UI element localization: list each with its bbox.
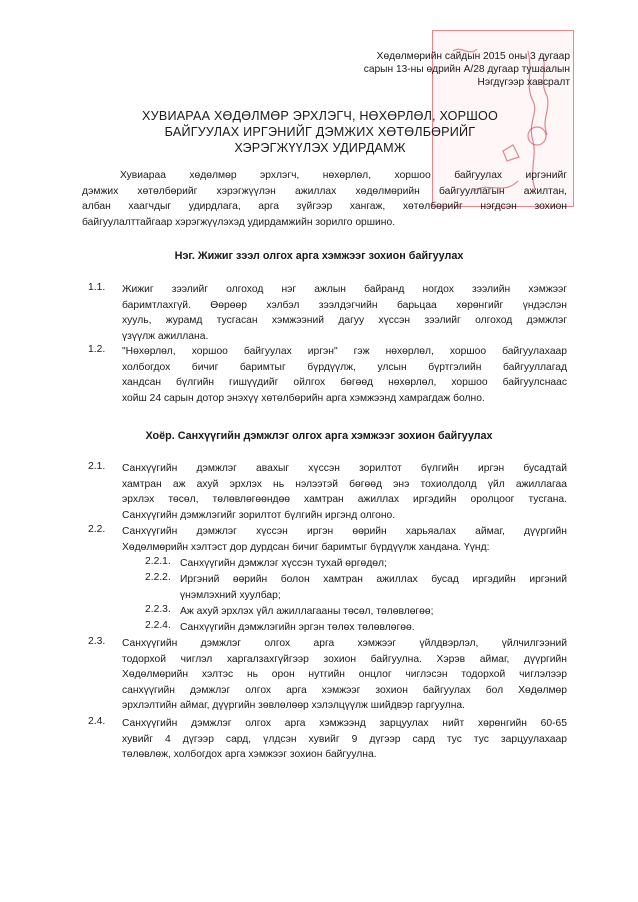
intro-line: байгуулалттайгаар хэрэгжүүлэхэд удирдамжийн зорилго оршино. — [82, 216, 396, 228]
text-line: Санхүүгийн дэмжлэгийг зорилтот бүлгийн иргэнд олгоно. — [122, 509, 396, 521]
text-line: Хөдөлмөрийн хэлтэст дор дурдсан бичиг баримтыг бүрдүүлж хандана. Үүнд: — [122, 541, 490, 553]
text-line: үзүүлж ажиллана. — [122, 330, 209, 342]
item-2-1-text — [122, 461, 567, 523]
item-1-1-text — [122, 282, 567, 344]
text-line: хойш 24 сарын дотор энэхүү хөтөлбөрийн арга хэмжээнд хамрагдаж болно. — [122, 392, 485, 404]
item-number: 2.2. — [88, 524, 106, 535]
intro-line: албан хаагчдыг удирдлага, арга зүйгээр хангаж, хөтөлбөрийг нэгдсэн зохион — [82, 201, 567, 213]
item-1-2-text — [122, 344, 567, 406]
text-line: Иргэний өөрийн болон хамтран ажиллах бусад иргэдийн иргэний — [180, 574, 567, 585]
header-line-3: Нэгдүгээр хавсралт — [477, 77, 570, 88]
subitem-number: 2.2.4. — [145, 620, 171, 631]
header-line-2: сарын 13-ны өдрийн А/28 дугаар тушаалын — [363, 64, 570, 75]
intro-line: Хувиараа хөдөлмөр эрхлэгч, нөхөрлөл, хоршоо байгуулах иргэнийг — [120, 170, 567, 181]
text-line: төлөвлөж, холбогдох арга хэмжээг зохион байгуулна. — [122, 749, 377, 761]
text-line: эрхлэх төсөл, төлөвлөгөөндөө хамтран ажиллах иргэдийн оролцоог тусгана. — [122, 494, 567, 506]
subitem-2-2-1-text: Санхүүгийн дэмжлэг хүссэн тухай өргөдөл; — [180, 558, 387, 569]
subitem-number: 2.2.3. — [145, 604, 171, 615]
item-2-3-text — [122, 636, 567, 714]
header-line-1: Хөдөлмөрийн сайдын 2015 оны 3 дугаар — [376, 51, 570, 62]
title-line-3: ХЭРЭГЖҮҮЛЭХ УДИРДАМЖ — [234, 141, 406, 155]
text-line: Жижиг зээлийг олгоход нэг ажлын байранд ногдох зээлийн хэмжээг — [122, 284, 567, 295]
item-number: 1.1. — [88, 282, 106, 293]
text-line: хандсан бүлгийн гишүүдийг ойлгох бөгөөд нөхөрлөл, хоршоо байгуулснаас — [122, 377, 567, 389]
subitem-2-2-4-text: Санхүүгийн дэмжлэгийн эргэн төлөх төлөвлөгөө. — [180, 622, 415, 633]
text-line: баримтлахгүй. Өөрөөр хэлбэл зээлдэгчийн барьцаа хөрөнгийг үндэслэн — [122, 299, 567, 311]
text-line: Санхүүгийн дэмжлэг олгох арга хэмжээг үйлдвэрлэл, үйлчилгээний — [122, 638, 567, 649]
text-line: Хөдөлмөрийн хэлтэс нь орон нутгийн онцлог чиглэсэн тодорхой чиглэлээр — [122, 669, 567, 681]
text-line: хувийг 4 дүгээр сард, үлдсэн хувийг 9 дүгээр сард тус тус зарцуулахаар — [122, 733, 567, 745]
section-1-heading: Нэг. Жижиг зээл олгох арга хэмжээг зохион байгуулах — [174, 250, 464, 262]
title-line-2: БАЙГУУЛАХ ИРГЭНИЙГ ДЭМЖИХ ХӨТӨЛБӨРИЙГ — [164, 125, 476, 139]
text-line: хууль, журамд тусгасан хэмжээний дагуу хүссэн зээлийг олгоход дэмжлэг — [122, 315, 567, 327]
text-line: Санхүүгийн дэмжлэг авахыг хүссэн зорилтот бүлгийн иргэн бусадтай — [122, 463, 567, 474]
subitem-2-2-2-text — [180, 572, 567, 603]
text-line: эрхлэлтийн аймаг, дүүргийн зөвлөлөөр хэлэлцүүлж шийдвэр гаргуулна. — [122, 700, 465, 712]
subitem-number: 2.2.1. — [145, 556, 171, 567]
item-2-2-text — [122, 524, 567, 555]
text-line: хамтран аж ахуй эрхлэх нь нэлээтэй бөгөөд энэ тохиолдолд үйл ажиллагаа — [122, 478, 567, 490]
text-line: санхүүгийн дэмжлэг олгох арга хэмжээг зохион байгуулах бол Хөдөлмөр — [122, 684, 567, 696]
text-line: Санхүүгийн дэмжлэг олгох арга хэмжээнд зарцуулах нийт хөрөнгийн 60-65 — [122, 718, 567, 729]
text-line: Санхүүгийн дэмжлэг хүссэн иргэн өөрийн харьяалах аймаг, дүүргийн — [122, 526, 567, 537]
intro-paragraph — [82, 168, 567, 230]
subitem-2-2-3-text: Аж ахуй эрхлэх үйл ажиллагааны төсөл, төлөвлөгөө; — [180, 606, 434, 617]
text-line: холбогдох бичиг баримтыг бүрдүүлж, улсын бүртгэлийн байгууллагад — [122, 361, 567, 373]
item-number: 2.4. — [88, 716, 106, 727]
item-number: 2.3. — [88, 636, 106, 647]
intro-line: дэмжих хөтөлбөрийг хэрэгжүүлэн ажиллах хөдөлмөрийн байгууллагын ажилтан, — [82, 185, 567, 197]
title-line-1: ХУВИАРАА ХӨДӨЛМӨР ЭРХЛЭГЧ, НӨХӨРЛӨЛ, ХОРШОО — [142, 109, 498, 123]
text-line: тодорхой чиглэл харгалзахгүйгээр зохион байгуулна. Хэрэв аймаг, дүүргийн — [122, 653, 567, 665]
item-2-4-text — [122, 716, 567, 763]
text-line: "Нөхөрлөл, хоршоо байгуулах иргэн" гэж нөхөрлөл, хоршоо байгуулахаар — [122, 346, 567, 357]
item-number: 2.1. — [88, 461, 106, 472]
text-line: үнэмлэхний хуулбар; — [180, 589, 281, 601]
item-number: 1.2. — [88, 344, 106, 355]
section-2-heading: Хоёр. Санхүүгийн дэмжлэг олгох арга хэмжээг зохион байгуулах — [145, 430, 493, 442]
subitem-number: 2.2.2. — [145, 572, 171, 583]
